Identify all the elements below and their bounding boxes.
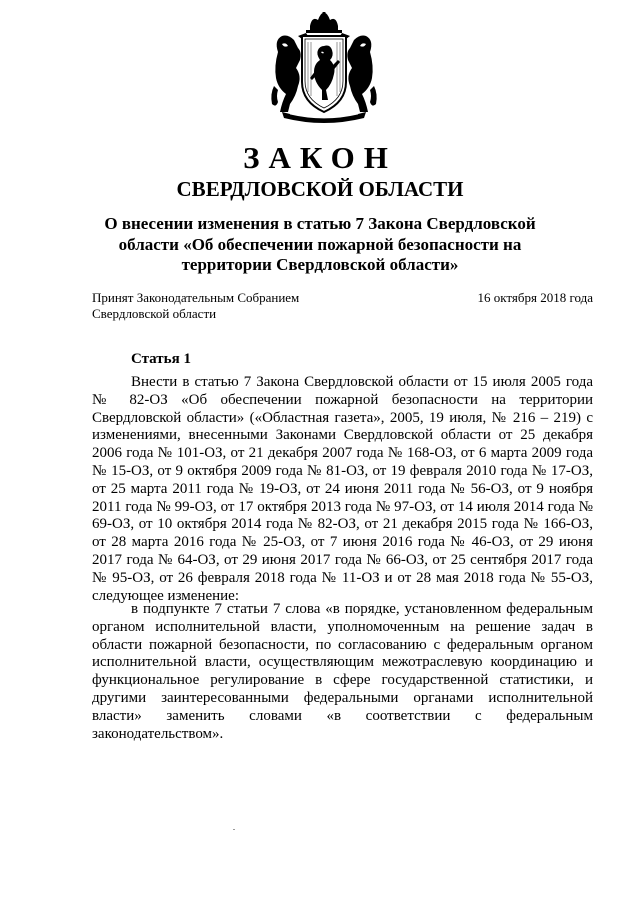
coat-of-arms-icon <box>268 12 380 128</box>
scan-speck <box>233 829 235 830</box>
article-paragraph: в подпункте 7 статьи 7 слова «в порядке, установленном федеральным органом исполнительной власти, уполномоченным на решение задач в области пожарной безопасности, по согласованию с федеральным органом исполнительной власти, осуществляющим межотраслевую координацию и функциональное регулирование в сфере государственной статистики, и другими заинтересованными федеральными органами исполнительной власти» заменить словами «в соответствии с федеральным законодательством». <box>92 601 593 742</box>
article-paragraph: Внести в статью 7 Закона Свердловской области от 15 июля 2005 года № 82-ОЗ «Об обеспечении пожарной безопасности на территории Свердловской области» («Областная газета», 2005, 19 июля, № 216 – 219) с изменениями, внесенными Законами Свердловской области от 25 декабря 2006 года № 101-ОЗ, от 21 декабря 2007 года № 168-ОЗ, от 6 марта 2009 года № 15-ОЗ, от 9 октября 2009 года № 81-ОЗ, от 19 февраля 2010 года № 17-ОЗ, от 25 марта 2011 года № 19-ОЗ, от 24 июня 2011 года № 56-ОЗ, от 9 ноября 2011 года № 99-ОЗ, от 17 октября 2013 года № 97-ОЗ, от 14 июля 2014 года № 69-ОЗ, от 10 октября 2014 года № 82-ОЗ, от 21 декабря 2015 года № 166-ОЗ, от 28 марта 2016 года № 25-ОЗ, от 7 июня 2016 года № 46-ОЗ, от 29 июня 2017 года № 64-ОЗ, от 29 июня 2017 года № 66-ОЗ, от 25 сентября 2017 года № 95-ОЗ, от 26 февраля 2018 года № 11-ОЗ и от 28 мая 2018 года № 55-ОЗ, следующее изменение: <box>92 374 593 604</box>
adopted-by: Принят Законодательным Собранием Свердловской области <box>92 290 300 321</box>
region-name: СВЕРДЛОВСКОЙ ОБЛАСТИ <box>176 177 464 201</box>
law-name: О внесении изменения в статью 7 Закона Свердловской области «Об обеспечении пожарной безопасности на территории Свердловской области» <box>104 214 536 274</box>
adoption-date: 16 октября 2018 года <box>477 290 593 305</box>
article-heading: Статья 1 <box>131 351 191 367</box>
law-title: ЗАКОН <box>243 140 397 175</box>
